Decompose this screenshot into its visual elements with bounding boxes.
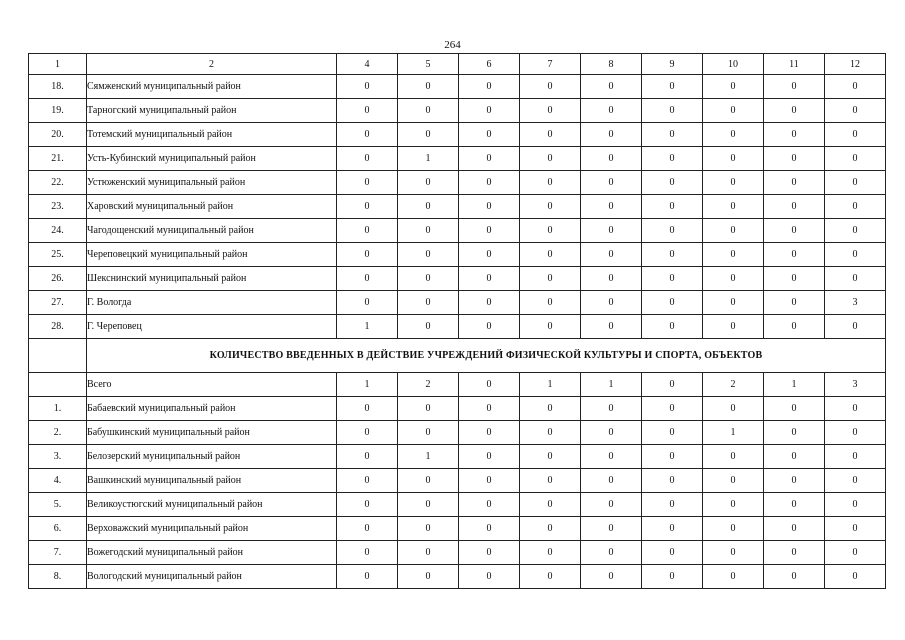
value-cell: 1 <box>703 421 764 445</box>
value-cell: 0 <box>825 541 886 565</box>
column-header: 7 <box>520 54 581 75</box>
value-cell: 0 <box>825 267 886 291</box>
value-cell: 0 <box>825 445 886 469</box>
value-cell: 0 <box>520 99 581 123</box>
table-row <box>29 147 886 171</box>
value-cell: 0 <box>642 243 703 267</box>
value-cell: 0 <box>703 171 764 195</box>
value-cell: 0 <box>703 99 764 123</box>
value-cell: 0 <box>703 291 764 315</box>
value-cell: 0 <box>642 315 703 339</box>
value-cell: 0 <box>398 315 459 339</box>
value-cell: 0 <box>825 99 886 123</box>
value-cell: 0 <box>398 219 459 243</box>
value-cell: 0 <box>703 565 764 589</box>
table-row <box>29 421 886 445</box>
value-cell: 0 <box>581 267 642 291</box>
value-cell: 0 <box>520 219 581 243</box>
district-name: Верховажский муниципальный район <box>87 517 337 541</box>
value-cell: 0 <box>764 397 825 421</box>
value-cell: 0 <box>337 147 398 171</box>
row-number: 1. <box>29 397 87 421</box>
value-cell: 0 <box>459 541 520 565</box>
value-cell: 0 <box>703 243 764 267</box>
value-cell: 0 <box>581 147 642 171</box>
district-name: Вожегодский муниципальный район <box>87 541 337 565</box>
value-cell: 0 <box>642 99 703 123</box>
district-name: Г. Вологда <box>87 291 337 315</box>
value-cell: 0 <box>642 565 703 589</box>
value-cell: 0 <box>703 517 764 541</box>
row-number: 25. <box>29 243 87 267</box>
value-cell: 0 <box>581 123 642 147</box>
value-cell: 0 <box>642 267 703 291</box>
value-cell: 0 <box>703 397 764 421</box>
row-number: 2. <box>29 421 87 445</box>
value-cell: 0 <box>581 315 642 339</box>
value-cell: 0 <box>398 565 459 589</box>
value-cell: 3 <box>825 373 886 397</box>
table-row <box>29 445 886 469</box>
column-header: 12 <box>825 54 886 75</box>
table-row <box>29 541 886 565</box>
value-cell: 0 <box>337 243 398 267</box>
value-cell: 0 <box>398 123 459 147</box>
row-number: 19. <box>29 99 87 123</box>
district-name: Чагодощенский муниципальный район <box>87 219 337 243</box>
district-name: Великоустюгский муниципальный район <box>87 493 337 517</box>
value-cell: 0 <box>764 243 825 267</box>
value-cell: 0 <box>764 147 825 171</box>
section-row <box>29 339 886 373</box>
value-cell: 0 <box>520 541 581 565</box>
value-cell: 0 <box>642 123 703 147</box>
value-cell: 2 <box>398 373 459 397</box>
section-empty-cell <box>29 339 87 373</box>
value-cell: 0 <box>825 517 886 541</box>
value-cell: 0 <box>581 565 642 589</box>
district-name: Г. Череповец <box>87 315 337 339</box>
value-cell: 0 <box>703 469 764 493</box>
value-cell: 0 <box>825 565 886 589</box>
value-cell: 0 <box>520 75 581 99</box>
district-name: Тарногский муниципальный район <box>87 99 337 123</box>
value-cell: 0 <box>642 291 703 315</box>
value-cell: 0 <box>459 243 520 267</box>
column-header: 8 <box>581 54 642 75</box>
value-cell: 0 <box>581 445 642 469</box>
value-cell: 0 <box>825 243 886 267</box>
district-name: Усть-Кубинский муниципальный район <box>87 147 337 171</box>
value-cell: 0 <box>459 373 520 397</box>
value-cell: 0 <box>398 421 459 445</box>
row-number: 3. <box>29 445 87 469</box>
column-header: 1 <box>29 54 87 75</box>
value-cell: 0 <box>825 147 886 171</box>
value-cell: 0 <box>581 75 642 99</box>
value-cell: 0 <box>642 469 703 493</box>
value-cell: 0 <box>337 541 398 565</box>
value-cell: 0 <box>764 291 825 315</box>
value-cell: 0 <box>337 493 398 517</box>
value-cell: 1 <box>398 147 459 171</box>
value-cell: 0 <box>459 517 520 541</box>
value-cell: 0 <box>459 291 520 315</box>
value-cell: 0 <box>520 565 581 589</box>
table-row <box>29 171 886 195</box>
value-cell: 0 <box>825 421 886 445</box>
value-cell: 0 <box>642 171 703 195</box>
value-cell: 0 <box>337 171 398 195</box>
value-cell: 2 <box>703 373 764 397</box>
value-cell: 0 <box>459 99 520 123</box>
value-cell: 0 <box>642 517 703 541</box>
value-cell: 0 <box>459 315 520 339</box>
value-cell: 0 <box>398 75 459 99</box>
value-cell: 0 <box>642 373 703 397</box>
value-cell: 0 <box>337 123 398 147</box>
value-cell: 0 <box>459 219 520 243</box>
district-name: Бабаевский муниципальный район <box>87 397 337 421</box>
row-number: 7. <box>29 541 87 565</box>
value-cell: 0 <box>703 123 764 147</box>
value-cell: 0 <box>825 123 886 147</box>
district-name: Устюженский муниципальный район <box>87 171 337 195</box>
value-cell: 0 <box>520 517 581 541</box>
value-cell: 0 <box>398 243 459 267</box>
value-cell: 0 <box>581 517 642 541</box>
row-number: 27. <box>29 291 87 315</box>
value-cell: 3 <box>825 291 886 315</box>
value-cell: 0 <box>703 445 764 469</box>
value-cell: 0 <box>764 123 825 147</box>
page-number: 264 <box>444 39 461 51</box>
row-number: 28. <box>29 315 87 339</box>
value-cell: 0 <box>703 493 764 517</box>
table-row <box>29 493 886 517</box>
value-cell: 0 <box>642 493 703 517</box>
value-cell: 0 <box>642 195 703 219</box>
value-cell: 0 <box>703 195 764 219</box>
value-cell: 0 <box>459 123 520 147</box>
row-number: 22. <box>29 171 87 195</box>
row-number: 26. <box>29 267 87 291</box>
value-cell: 0 <box>520 421 581 445</box>
statistics-table <box>28 53 886 589</box>
value-cell: 0 <box>337 267 398 291</box>
value-cell: 0 <box>337 397 398 421</box>
value-cell: 0 <box>337 195 398 219</box>
value-cell: 0 <box>703 541 764 565</box>
value-cell: 0 <box>581 541 642 565</box>
district-name: Вашкинский муниципальный район <box>87 469 337 493</box>
district-name: Череповецкий муниципальный район <box>87 243 337 267</box>
value-cell: 1 <box>337 315 398 339</box>
table-row <box>29 195 886 219</box>
district-name: Шекснинский муниципальный район <box>87 267 337 291</box>
value-cell: 0 <box>703 219 764 243</box>
table-row <box>29 397 886 421</box>
value-cell: 0 <box>459 147 520 171</box>
value-cell: 0 <box>703 75 764 99</box>
value-cell: 0 <box>642 445 703 469</box>
value-cell: 0 <box>825 469 886 493</box>
value-cell: 0 <box>520 315 581 339</box>
value-cell: 0 <box>337 421 398 445</box>
value-cell: 0 <box>520 171 581 195</box>
value-cell: 0 <box>459 75 520 99</box>
district-name: Белозерский муниципальный район <box>87 445 337 469</box>
value-cell: 0 <box>825 171 886 195</box>
district-name: Тотемский муниципальный район <box>87 123 337 147</box>
value-cell: 1 <box>764 373 825 397</box>
value-cell: 0 <box>642 147 703 171</box>
value-cell: 0 <box>764 421 825 445</box>
value-cell: 0 <box>337 445 398 469</box>
value-cell: 0 <box>398 195 459 219</box>
value-cell: 0 <box>520 123 581 147</box>
value-cell: 0 <box>764 99 825 123</box>
value-cell: 0 <box>459 421 520 445</box>
value-cell: 0 <box>520 397 581 421</box>
table-row <box>29 243 886 267</box>
value-cell: 1 <box>337 373 398 397</box>
value-cell: 0 <box>764 541 825 565</box>
value-cell: 0 <box>337 517 398 541</box>
table-row <box>29 219 886 243</box>
row-number: 18. <box>29 75 87 99</box>
value-cell: 0 <box>520 195 581 219</box>
value-cell: 0 <box>764 517 825 541</box>
column-header: 2 <box>87 54 337 75</box>
value-cell: 0 <box>581 493 642 517</box>
value-cell: 0 <box>764 195 825 219</box>
value-cell: 0 <box>520 469 581 493</box>
value-cell: 0 <box>703 147 764 171</box>
section-title: КОЛИЧЕСТВО ВВЕДЕННЫХ В ДЕЙСТВИЕ УЧРЕЖДЕНИЙ ФИЗИЧЕСКОЙ КУЛЬТУРЫ И СПОРТА, ОБЪЕКТОВ <box>87 339 886 373</box>
value-cell: 0 <box>764 75 825 99</box>
value-cell: 1 <box>581 373 642 397</box>
value-cell: 0 <box>398 541 459 565</box>
value-cell: 0 <box>825 219 886 243</box>
district-name: Харовский муниципальный район <box>87 195 337 219</box>
district-name: Всего <box>87 373 337 397</box>
value-cell: 0 <box>825 195 886 219</box>
value-cell: 0 <box>337 291 398 315</box>
value-cell: 0 <box>703 267 764 291</box>
value-cell: 0 <box>459 171 520 195</box>
row-number: 8. <box>29 565 87 589</box>
value-cell: 0 <box>764 445 825 469</box>
value-cell: 0 <box>398 397 459 421</box>
row-number: 6. <box>29 517 87 541</box>
value-cell: 0 <box>642 541 703 565</box>
value-cell: 0 <box>764 315 825 339</box>
value-cell: 0 <box>581 421 642 445</box>
value-cell: 0 <box>459 565 520 589</box>
value-cell: 0 <box>764 469 825 493</box>
district-name: Сямженский муниципальный район <box>87 75 337 99</box>
value-cell: 0 <box>459 445 520 469</box>
value-cell: 0 <box>459 267 520 291</box>
table-row <box>29 291 886 315</box>
value-cell: 0 <box>642 397 703 421</box>
value-cell: 0 <box>825 315 886 339</box>
table-row <box>29 373 886 397</box>
value-cell: 0 <box>520 493 581 517</box>
district-name: Вологодский муниципальный район <box>87 565 337 589</box>
value-cell: 0 <box>398 99 459 123</box>
column-header: 4 <box>337 54 398 75</box>
table-row <box>29 123 886 147</box>
row-number <box>29 373 87 397</box>
table-row <box>29 267 886 291</box>
value-cell: 0 <box>520 267 581 291</box>
value-cell: 0 <box>398 517 459 541</box>
value-cell: 0 <box>581 195 642 219</box>
value-cell: 0 <box>825 397 886 421</box>
value-cell: 0 <box>581 397 642 421</box>
value-cell: 1 <box>520 373 581 397</box>
value-cell: 0 <box>398 291 459 315</box>
row-number: 4. <box>29 469 87 493</box>
value-cell: 0 <box>459 493 520 517</box>
value-cell: 0 <box>337 469 398 493</box>
value-cell: 0 <box>520 147 581 171</box>
value-cell: 0 <box>764 565 825 589</box>
value-cell: 0 <box>581 291 642 315</box>
row-number: 5. <box>29 493 87 517</box>
value-cell: 0 <box>703 315 764 339</box>
value-cell: 0 <box>520 243 581 267</box>
value-cell: 0 <box>642 421 703 445</box>
value-cell: 0 <box>764 267 825 291</box>
value-cell: 0 <box>642 75 703 99</box>
district-name: Бабушкинский муниципальный район <box>87 421 337 445</box>
table-row <box>29 565 886 589</box>
row-number: 21. <box>29 147 87 171</box>
value-cell: 1 <box>398 445 459 469</box>
column-header: 9 <box>642 54 703 75</box>
row-number: 20. <box>29 123 87 147</box>
row-number: 23. <box>29 195 87 219</box>
value-cell: 0 <box>337 565 398 589</box>
value-cell: 0 <box>459 195 520 219</box>
value-cell: 0 <box>581 243 642 267</box>
value-cell: 0 <box>398 493 459 517</box>
table-row <box>29 517 886 541</box>
column-header: 10 <box>703 54 764 75</box>
value-cell: 0 <box>581 219 642 243</box>
table-body <box>29 54 886 589</box>
value-cell: 0 <box>764 171 825 195</box>
value-cell: 0 <box>337 75 398 99</box>
value-cell: 0 <box>398 267 459 291</box>
value-cell: 0 <box>764 219 825 243</box>
value-cell: 0 <box>642 219 703 243</box>
value-cell: 0 <box>398 171 459 195</box>
value-cell: 0 <box>337 99 398 123</box>
value-cell: 0 <box>459 469 520 493</box>
value-cell: 0 <box>520 445 581 469</box>
value-cell: 0 <box>337 219 398 243</box>
table-row <box>29 75 886 99</box>
value-cell: 0 <box>581 171 642 195</box>
column-header: 5 <box>398 54 459 75</box>
value-cell: 0 <box>825 75 886 99</box>
value-cell: 0 <box>764 493 825 517</box>
value-cell: 0 <box>825 493 886 517</box>
table-row <box>29 469 886 493</box>
value-cell: 0 <box>581 469 642 493</box>
row-number: 24. <box>29 219 87 243</box>
table-row <box>29 99 886 123</box>
value-cell: 0 <box>520 291 581 315</box>
table-header-row <box>29 54 886 75</box>
value-cell: 0 <box>459 397 520 421</box>
column-header: 6 <box>459 54 520 75</box>
table-row <box>29 315 886 339</box>
value-cell: 0 <box>581 99 642 123</box>
value-cell: 0 <box>398 469 459 493</box>
column-header: 11 <box>764 54 825 75</box>
